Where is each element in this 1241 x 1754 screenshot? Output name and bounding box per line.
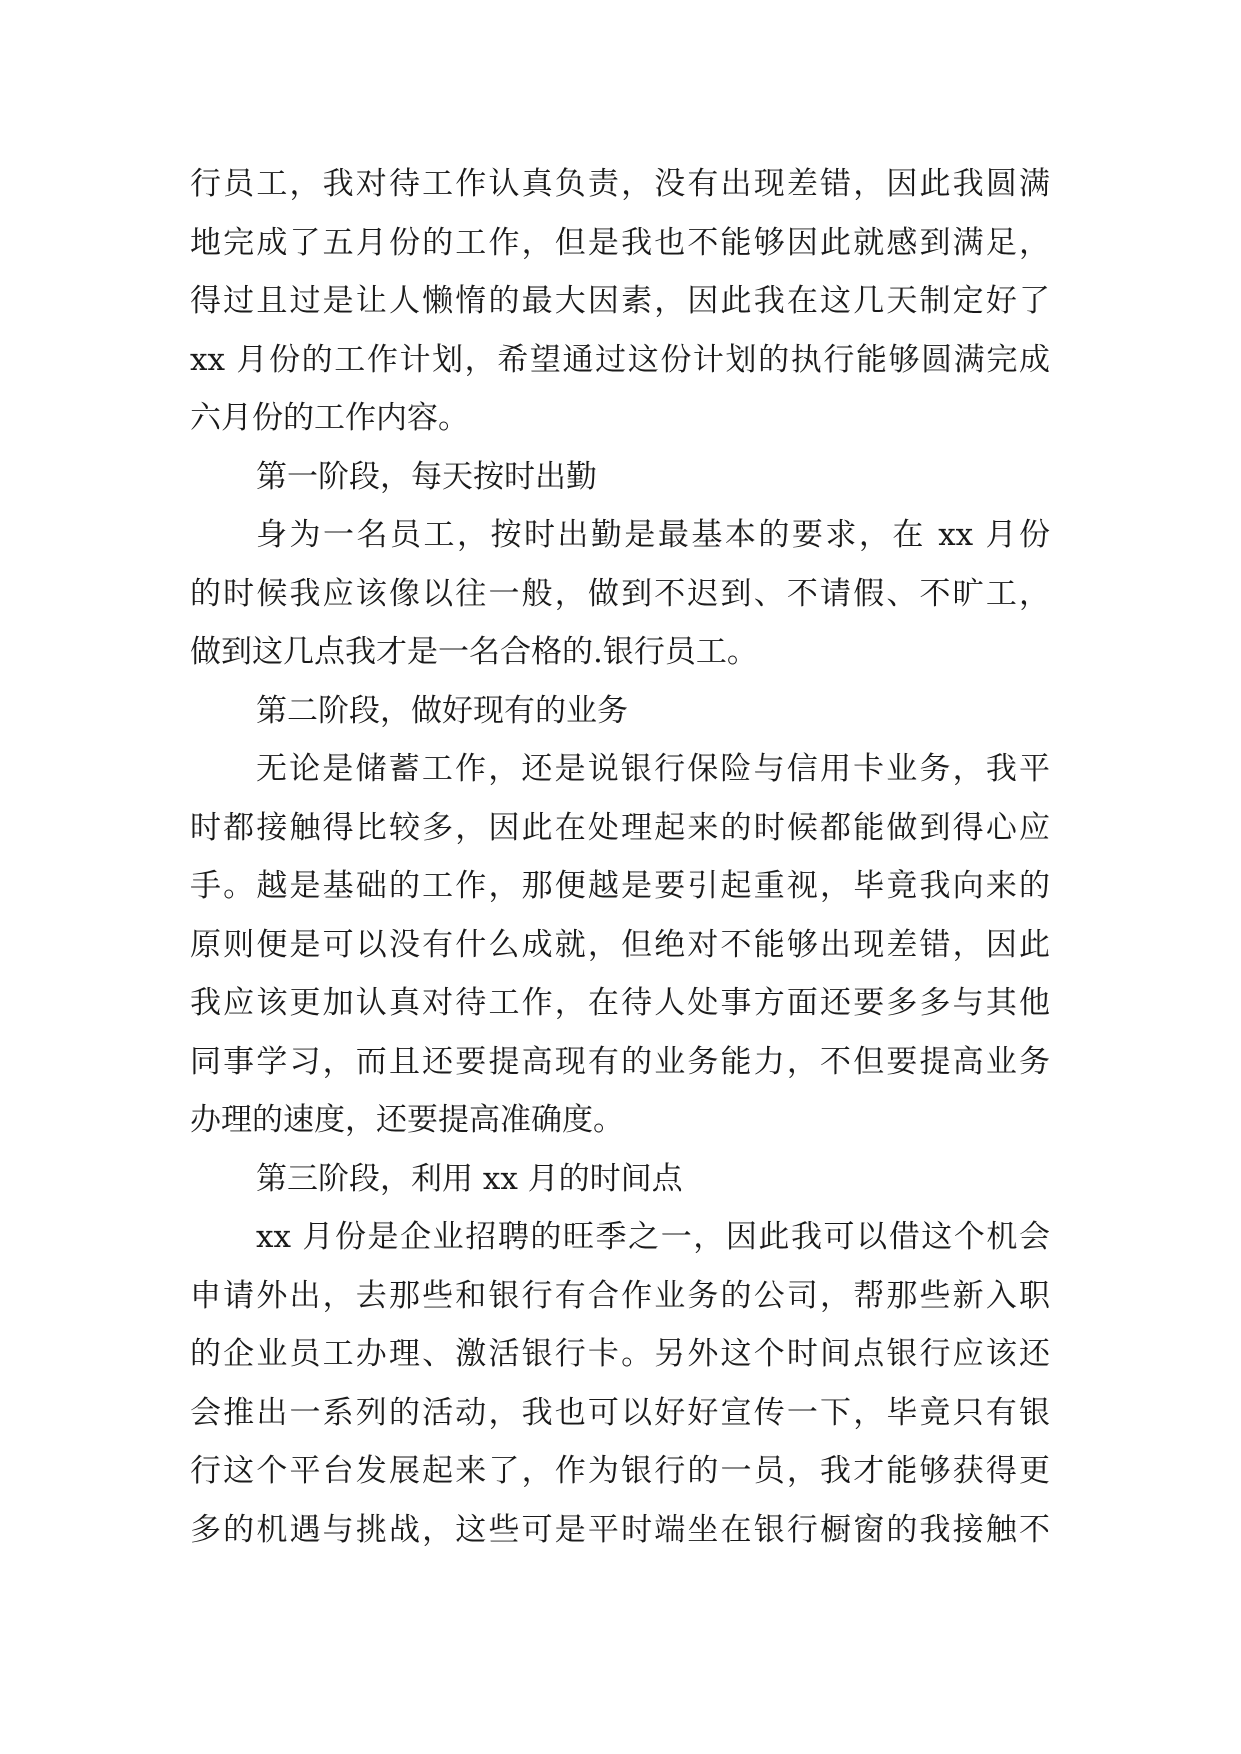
text-line: 做到这几点我才是一名合格的.银行员工。 [190,634,758,670]
text-line: 手。越是基础的工作，那便越是要引起重视，毕竟我向来的 [190,868,1050,904]
text-line: 行员工，我对待工作认真负责，没有出现差错，因此我圆满 [190,166,1050,202]
text-line: 多的机遇与挑战，这些可是平时端坐在银行橱窗的我接触不 [190,1511,1050,1548]
text-line: 行这个平台发展起来了，作为银行的一员，我才能够获得更 [190,1453,1050,1489]
paragraph-start-line: 第三阶段，利用 xx 月的时间点 [256,1160,683,1197]
text-line: 同事学习，而且还要提高现有的业务能力，不但要提高业务 [190,1043,1050,1080]
text-line: 申请外出，去那些和银行有合作业务的公司，帮那些新入职 [190,1277,1050,1314]
paragraph-start-line: xx 月份是企业招聘的旺季之一，因此我可以借这个机会 [256,1219,1050,1255]
text-line: 时都接触得比较多，因此在处理起来的时候都能做到得心应 [190,809,1050,846]
text-line: 六月份的工作内容。 [190,400,469,436]
text-line: 会推出一系列的活动，我也可以好好宣传一下，毕竟只有银 [190,1394,1050,1431]
paragraph-start-line: 身为一名员工，按时出勤是最基本的要求，在 xx 月份 [256,517,1050,553]
text-line: 的时候我应该像以往一般，做到不迟到、不请假、不旷工， [190,575,1050,612]
text-line: 办理的速度，还要提高准确度。 [190,1102,624,1138]
text-line: 我应该更加认真对待工作，在待人处事方面还要多多与其他 [190,985,1050,1021]
document-body [190,155,1050,1559]
paragraph-start-line: 无论是储蓄工作，还是说银行保险与信用卡业务，我平 [256,751,1050,787]
text-line: 得过且过是让人懒惰的最大因素，因此我在这几天制定好了 [190,283,1050,319]
text-line: xx 月份的工作计划，希望通过这份计划的执行能够圆满完成 [190,341,1050,378]
text-line: 原则便是可以没有什么成就，但绝对不能够出现差错，因此 [190,926,1050,963]
text-line: 的企业员工办理、激活银行卡。另外这个时间点银行应该还 [190,1336,1050,1372]
text-line: 地完成了五月份的工作，但是我也不能够因此就感到满足， [190,224,1050,261]
paragraph-start-line: 第一阶段，每天按时出勤 [256,458,597,495]
paragraph-start-line: 第二阶段，做好现有的业务 [256,692,628,729]
